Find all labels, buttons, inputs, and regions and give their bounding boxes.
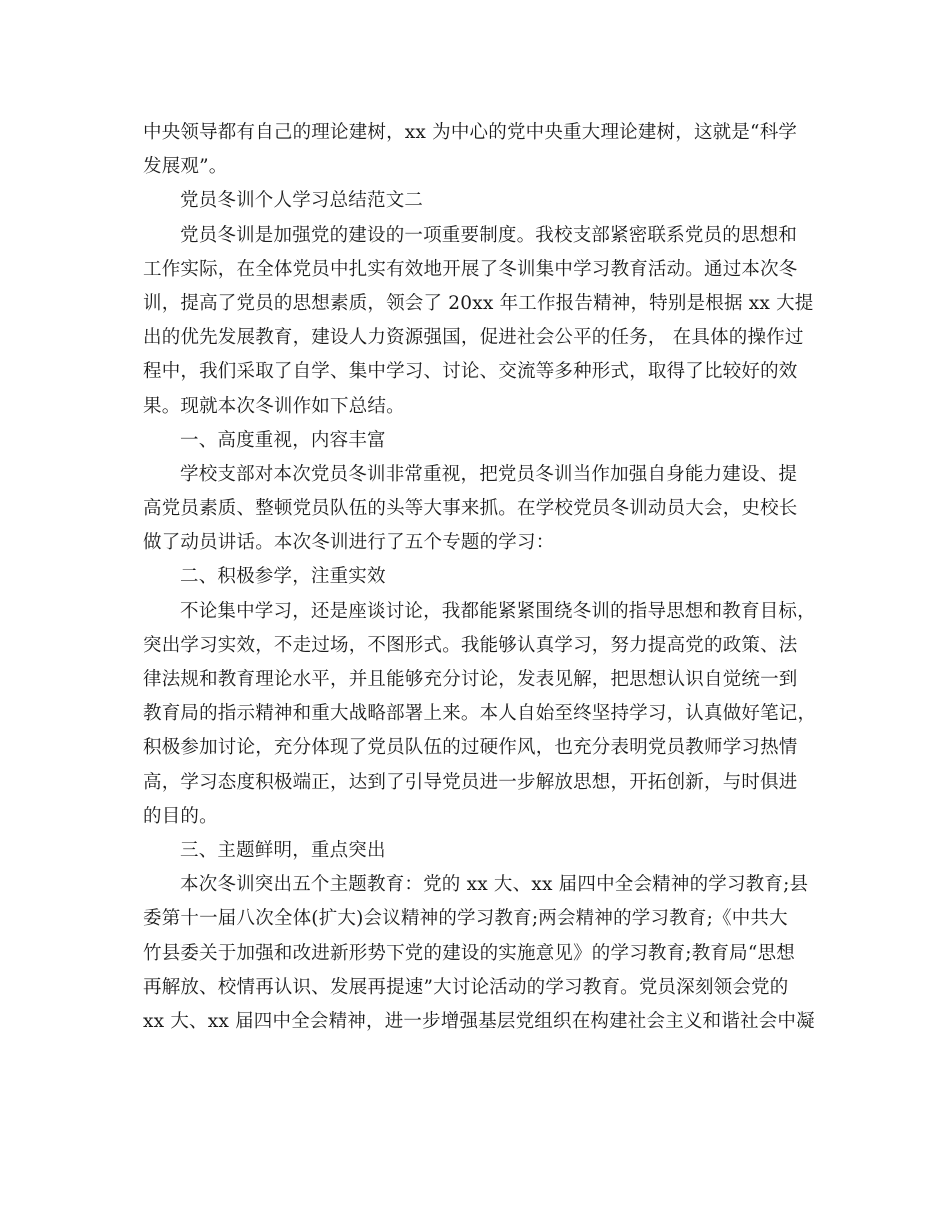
text-line: 训，提高了党员的思想素质，领会了 20xx 年工作报告精神，特别是根据 xx 大提 xyxy=(143,292,814,314)
document-body xyxy=(143,116,817,1039)
text-line: 积极参加讨论，充分体现了党员队伍的过硬作风，也充分表明党员教师学习热情 xyxy=(143,737,798,759)
text-line: 一、高度重视，内容丰富 xyxy=(180,429,386,451)
text-line: 做了动员讲话。本次冬训进行了五个专题的学习： xyxy=(143,532,555,554)
text-line: 党员冬训是加强党的建设的一项重要制度。我校支部紧密联系党员的思想和 xyxy=(180,224,798,246)
text-line: 突出学习实效，不走过场，不图形式。我能够认真学习，努力提高党的政策、法 xyxy=(143,634,798,656)
text-line: xx 大、xx 届四中全会精神，进一步增强基层党组织在构建社会主义和谐社会中凝 xyxy=(143,1010,815,1032)
text-line: 不论集中学习，还是座谈讨论，我都能紧紧围绕冬训的指导思想和教育目标， xyxy=(180,600,816,622)
text-line: 三、主题鲜明，重点突出 xyxy=(180,839,386,861)
text-line: 委第十一届八次全体(扩大)会议精神的学习教育;两会精神的学习教育;《中共大 xyxy=(143,908,788,930)
text-line: 教育局的指示精神和重大战略部署上来。本人自始至终坚持学习，认真做好笔记， xyxy=(143,703,817,725)
text-line: 中央领导都有自己的理论建树，xx 为中心的党中央重大理论建树，这就是“科学 xyxy=(143,122,798,143)
text-line: 出的优先发展教育，建设人力资源强国，促进社会公平的任务， 在具体的操作过 xyxy=(143,327,804,349)
text-line: 程中，我们采取了自学、集中学习、讨论、交流等多种形式，取得了比较好的效 xyxy=(143,361,798,383)
text-line: 律法规和教育理论水平，并且能够充分讨论，发表见解，把思想认识自觉统一到 xyxy=(143,669,798,690)
text-line: 发展观”。 xyxy=(143,156,228,178)
text-line: 竹县委关于加强和改进新形势下党的建设的实施意见》的学习教育;教育局“思想 xyxy=(143,942,795,964)
text-line: 果。现就本次冬训作如下总结。 xyxy=(143,395,405,417)
text-line: 高党员素质、整顿党员队伍的头等大事来抓。在学校党员冬训动员大会，史校长 xyxy=(143,498,798,520)
text-line: 党员冬训个人学习总结范文二 xyxy=(180,190,424,212)
text-line: 的目的。 xyxy=(143,805,218,827)
text-line: 高，学习态度积极端正，达到了引导党员进一步解放思想，开拓创新，与时俱进 xyxy=(143,771,798,793)
text-line: 再解放、校情再认识、发展再提速”大讨论活动的学习教育。党员深刻领会党的 xyxy=(143,976,789,998)
text-line: 学校支部对本次党员冬训非常重视，把党员冬训当作加强自身能力建设、提 xyxy=(180,463,798,485)
text-line: 本次冬训突出五个主题教育：党的 xx 大、xx 届四中全会精神的学习教育;县 xyxy=(180,874,809,896)
text-line: 工作实际，在全体党员中扎实有效地开展了冬训集中学习教育活动。通过本次冬 xyxy=(143,258,798,280)
text-line: 二、积极参学，注重实效 xyxy=(180,566,386,588)
